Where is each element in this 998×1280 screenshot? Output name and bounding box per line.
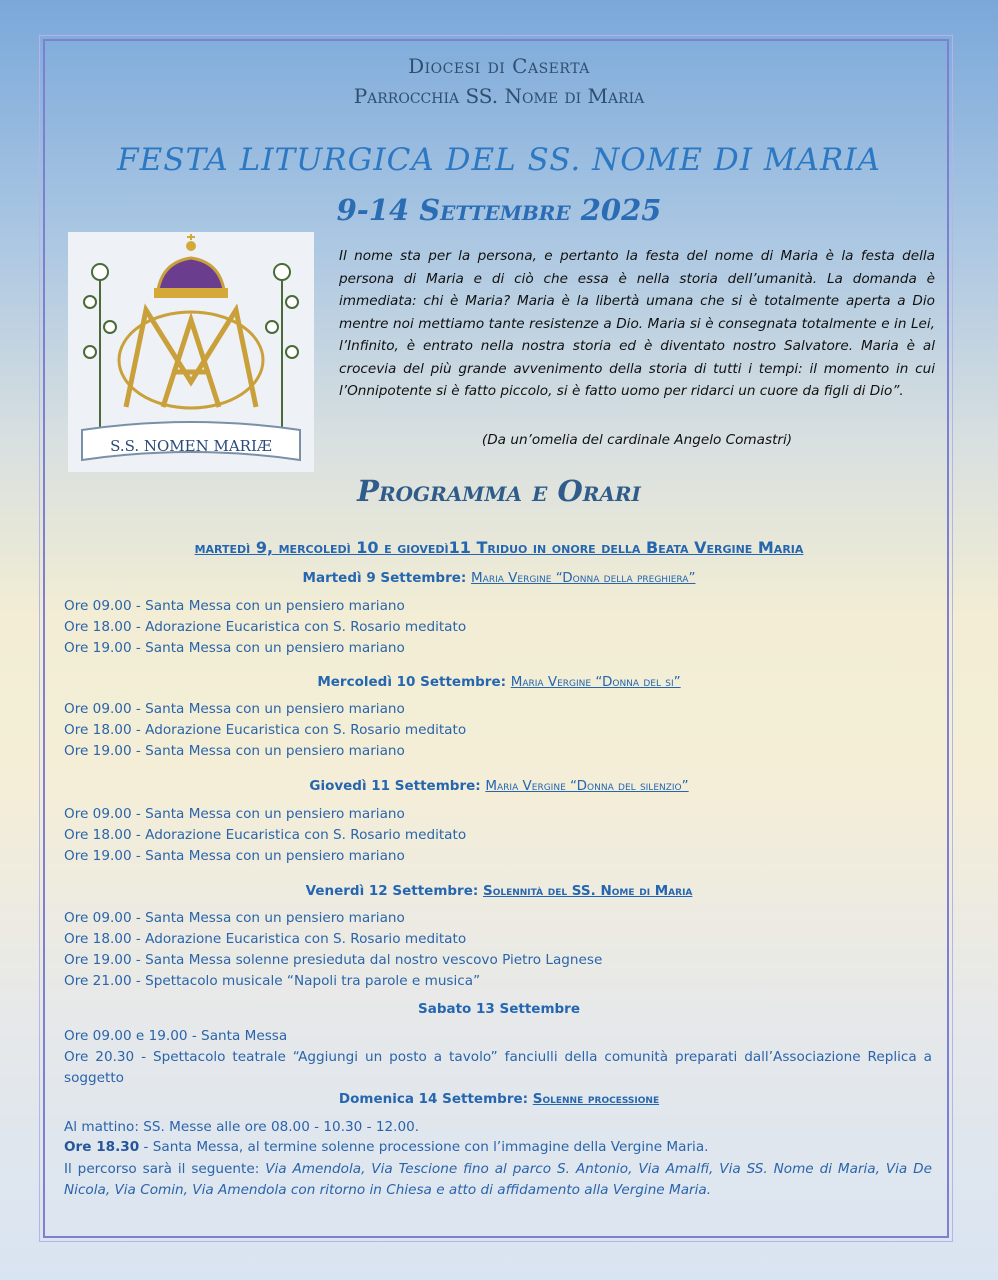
- day-label: Mercoledì 10 Settembre:: [317, 674, 507, 690]
- day-subtitle: Maria Vergine “Donna della preghiera”: [471, 570, 696, 586]
- banner-text: S.S. NOMEN MARIÆ: [110, 437, 272, 455]
- day-header-sunday: [0, 1091, 998, 1107]
- day-label: Sabato 13 Settembre: [417, 1001, 580, 1017]
- list-item: Ore 18.00 - Adorazione Eucaristica con S. Rosario meditato: [64, 827, 467, 843]
- day-subtitle: Maria Vergine “Donna del silenzio”: [485, 778, 689, 794]
- list-item: Ore 21.00 - Spettacolo musicale “Napoli tra parole e musica”: [64, 973, 481, 989]
- list-item: Ore 18.00 - Adorazione Eucaristica con S. Rosario meditato: [64, 619, 467, 635]
- feast-title: FESTA LITURGICA DEL SS. NOME DI MARIA: [117, 142, 881, 178]
- list-item: Ore 18.00 - Adorazione Eucaristica con S. Rosario meditato: [64, 722, 467, 738]
- evening-mass: [64, 1137, 932, 1158]
- parish-name: Parrocchia SS. Nome di Maria: [353, 84, 645, 108]
- list-item: Ore 19.00 - Santa Messa solenne presieduta dal nostro vescovo Pietro Lagnese: [64, 952, 603, 968]
- route-streets: Via Amendola, Via Tescione fino al parco S. Antonio, Via Amalfi, Via SS. Nome di Maria, Via De Nicola, Via Comin, Via Amendola con ritorno in Chiesa e atto di affidamento alla Vergine Maria.: [64, 1161, 932, 1198]
- day-header-thursday: [0, 778, 998, 794]
- program-heading: Programma e Orari: [357, 474, 641, 508]
- list-item: Ore 09.00 e 19.00 - Santa Messa: [64, 1028, 288, 1044]
- diocese-name: Diocesi di Caserta: [408, 54, 590, 78]
- day-header-saturday: [0, 1001, 998, 1017]
- homily-quote: Il nome sta per la persona, e pertanto la festa del nome di Maria è la festa della persona di Maria e di ciò che essa è nella storia dell’umanità. La domanda è immediata: chi è Maria? Maria è la libertà umana che si è totalmente aperta a Dio mentre noi mettiamo tante resistenze a Dio. Maria si è consegnata totalmente e in Lei, l’Infinito, è entrato nella nostra storia ed è diventato nostro Salvatore. Maria è al crocevia del più grande avvenimento della storia di tutti i tempi: il momento in cui l’Onnipotente si è fatto piccolo, si è fatto uomo per ridarci un cuore da figli di Dio”.: [339, 248, 935, 399]
- list-item: Ore 09.00 - Santa Messa con un pensiero mariano: [64, 598, 405, 614]
- day-header-friday: [0, 883, 998, 899]
- day-label: Domenica 14 Settembre:: [338, 1091, 529, 1107]
- list-item: Ore 19.00 - Santa Messa con un pensiero mariano: [64, 743, 405, 759]
- procession-route: [64, 1159, 932, 1201]
- day-label: Venerdì 12 Settembre:: [305, 883, 479, 899]
- list-item: Ore 09.00 - Santa Messa con un pensiero mariano: [64, 910, 405, 926]
- evening-time: Ore 18.30: [64, 1139, 140, 1155]
- day-subtitle: Solennità del SS. Nome di Maria: [482, 883, 693, 899]
- day-header-tuesday: [0, 570, 998, 586]
- route-intro: Il percorso sarà il seguente:: [64, 1161, 266, 1177]
- list-item: Ore 19.00 - Santa Messa con un pensiero mariano: [64, 848, 405, 864]
- evening-text: - Santa Messa, al termine solenne processione con l’immagine della Vergine Maria.: [139, 1139, 709, 1155]
- marian-monogram-emblem: [68, 232, 314, 472]
- list-item: Ore 19.00 - Santa Messa con un pensiero mariano: [64, 640, 405, 656]
- day-label: Giovedì 11 Settembre:: [309, 778, 481, 794]
- day-label: Martedì 9 Settembre:: [302, 570, 467, 586]
- day-subtitle: Maria Vergine “Donna del si”: [510, 674, 681, 690]
- list-item: Ore 09.00 - Santa Messa con un pensiero mariano: [64, 701, 405, 717]
- day-header-wednesday: [0, 674, 998, 690]
- quote-attribution: (Da un’omelia del cardinale Angelo Comastri): [481, 432, 793, 448]
- list-item: Ore 09.00 - Santa Messa con un pensiero mariano: [64, 806, 405, 822]
- feast-dates: 9-14 Settembre 2025: [336, 193, 662, 227]
- list-item: Ore 20.30 - Spettacolo teatrale “Aggiungi un posto a tavolo” fanciulli della comunità preparati dall’Associazione Replica a soggetto: [64, 1049, 932, 1086]
- triduo-heading: martedì 9, mercoledì 10 e giovedì11 Triduo in onore della Beata Vergine Maria: [194, 538, 804, 557]
- list-item: Ore 18.00 - Adorazione Eucaristica con S. Rosario meditato: [64, 931, 467, 947]
- morning-masses: Al mattino: SS. Messe alle ore 08.00 - 10.30 - 12.00.: [64, 1119, 420, 1135]
- day-subtitle: Solenne processione: [532, 1091, 660, 1107]
